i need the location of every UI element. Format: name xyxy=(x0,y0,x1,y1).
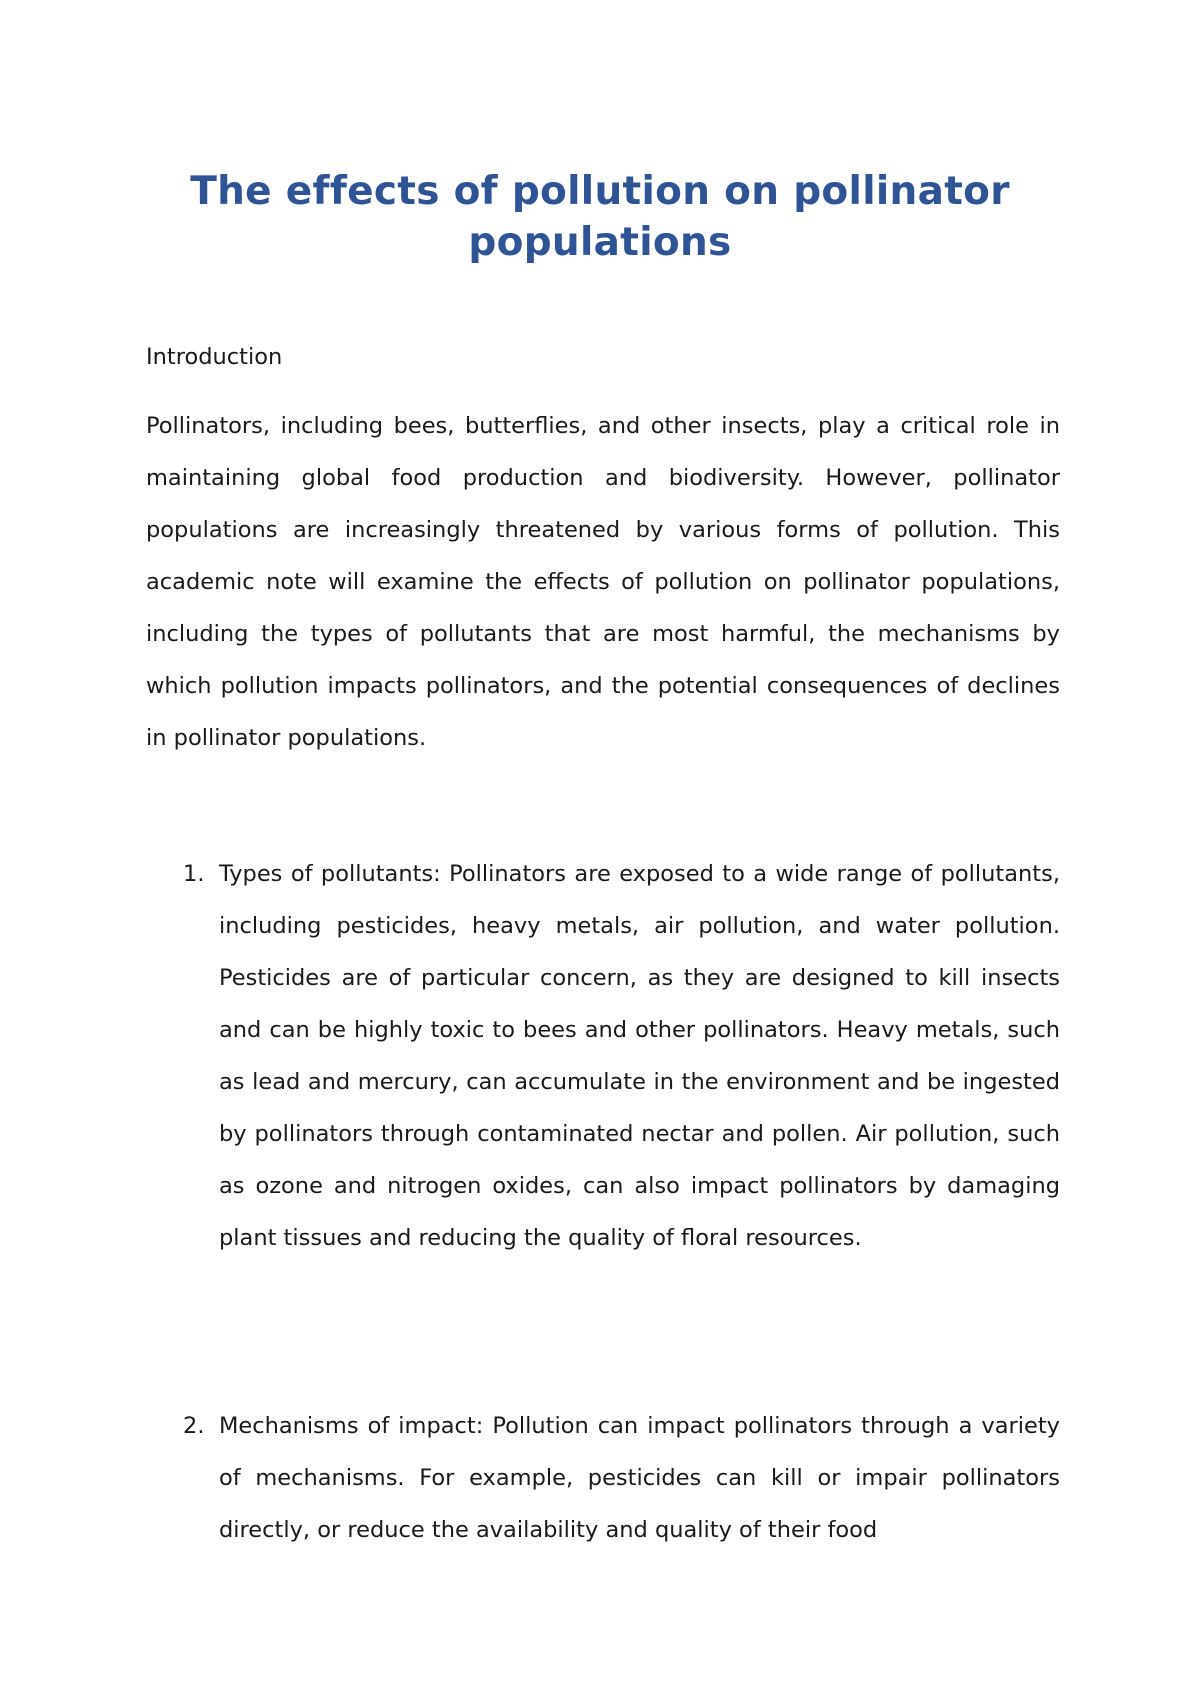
intro-heading: Introduction xyxy=(146,344,283,370)
document-title: The effects of pollution on pollinator populations xyxy=(190,169,1010,265)
intro-paragraph: Pollinators, including bees, butterflies, and other insects, play a critical role in maintaining global food production and biodiversity. However, pollinator populations are increasingly threatened by various forms of pollution. This academic note will examine the effects of pollution on pollinator populations, including the types of pollutants that are most harmful, the mechanisms by which pollution impacts pollinators, and the potential consequences of declines in pollinator populations. xyxy=(146,413,1060,751)
list-item-text: Types of pollutants: Pollinators are exposed to a wide range of pollutants, including pesticides, heavy metals, air pollution, and water pollution. Pesticides are of particular concern, as they are designed to kill insects and can be highly toxic to bees and other pollinators. Heavy metals, such as lead and mercury, can accumulate in the environment and be ingested by pollinators through contaminated nectar and pollen. Air pollution, such as ozone and nitrogen oxides, can also impact pollinators by damaging plant tissues and reducing the quality of floral resources. xyxy=(219,861,1060,1251)
list-item-number: 1. xyxy=(183,861,205,887)
list-item-text: Mechanisms of impact: Pollution can impact pollinators through a variety of mechanisms. For example, pesticides can kill or impair pollinators directly, or reduce the availability and quality of their food xyxy=(219,1413,1060,1543)
list-item-number: 2. xyxy=(183,1413,205,1439)
